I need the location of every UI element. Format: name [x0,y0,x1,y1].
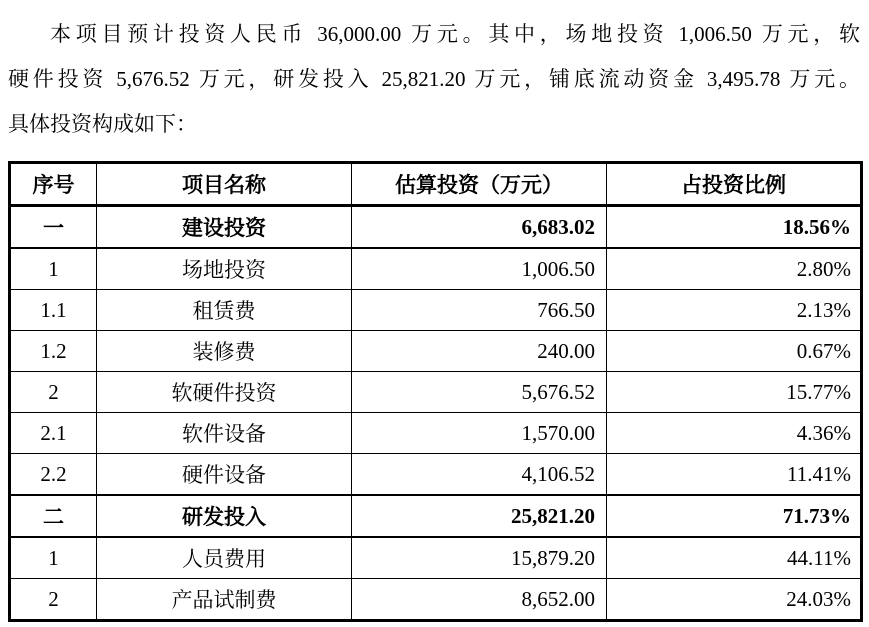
cell-name: 场地投资 [97,248,352,290]
cell-no: 2.1 [10,413,97,454]
table-row [10,372,862,413]
table-row [10,537,862,579]
paragraph-line-2: 硬件投资 5,676.52 万元，研发投入 25,821.20 万元，铺底流动资金 3,495.78 万元。 [8,67,860,91]
cell-amount: 6,683.02 [352,206,607,249]
cell-amount: 25,821.20 [352,495,607,537]
cell-amount: 1,570.00 [352,413,607,454]
cell-amount: 766.50 [352,290,607,331]
col-header-ratio: 占投资比例 [607,163,862,206]
table-header-row [10,163,862,206]
cell-ratio: 71.73% [607,495,862,537]
cell-name: 产品试制费 [97,579,352,621]
cell-ratio: 2.13% [607,290,862,331]
cell-no: 2 [10,372,97,413]
cell-no: 1.2 [10,331,97,372]
cell-ratio: 2.80% [607,248,862,290]
cell-no: 二 [10,495,97,537]
cell-no: 1.1 [10,290,97,331]
cell-name: 研发投入 [97,495,352,537]
table-row [10,454,862,496]
cell-name: 软件设备 [97,413,352,454]
paragraph-line-3: 具体投资构成如下： [8,112,197,136]
cell-name: 人员费用 [97,537,352,579]
cell-amount: 4,106.52 [352,454,607,496]
cell-amount: 8,652.00 [352,579,607,621]
cell-no: 1 [10,537,97,579]
paragraph-line-1: 本项目预计投资人民币 36,000.00 万元。其中，场地投资 1,006.50 万元，软 [50,22,860,46]
cell-name: 硬件设备 [97,454,352,496]
cell-amount: 15,879.20 [352,537,607,579]
cell-amount: 240.00 [352,331,607,372]
cell-ratio: 0.67% [607,331,862,372]
table-row [10,579,862,621]
table-row [10,248,862,290]
cell-amount: 1,006.50 [352,248,607,290]
table-row [10,495,862,537]
cell-ratio: 15.77% [607,372,862,413]
cell-name: 租赁费 [97,290,352,331]
cell-name: 装修费 [97,331,352,372]
cell-amount: 5,676.52 [352,372,607,413]
table-row [10,206,862,249]
table-header [10,163,862,206]
table-row [10,331,862,372]
cell-ratio: 4.36% [607,413,862,454]
cell-ratio: 24.03% [607,579,862,621]
table-row [10,290,862,331]
cell-name: 软硬件投资 [97,372,352,413]
cell-name: 建设投资 [97,206,352,249]
cell-no: 2.2 [10,454,97,496]
intro-paragraph [8,12,860,147]
cell-ratio: 11.41% [607,454,862,496]
col-header-no: 序号 [10,163,97,206]
cell-no: 一 [10,206,97,249]
table-body [10,206,862,621]
col-header-amount: 估算投资（万元） [352,163,607,206]
col-header-name: 项目名称 [97,163,352,206]
table-row [10,413,862,454]
cell-no: 2 [10,579,97,621]
cell-ratio: 44.11% [607,537,862,579]
investment-table [8,161,863,622]
cell-ratio: 18.56% [607,206,862,249]
cell-no: 1 [10,248,97,290]
